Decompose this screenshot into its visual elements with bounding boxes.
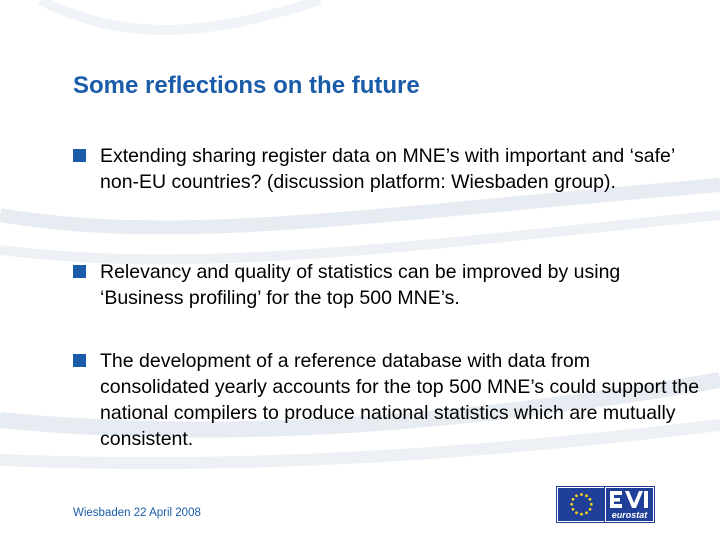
bullet-item xyxy=(73,259,700,311)
bullet-item xyxy=(73,143,700,195)
bullet-item xyxy=(73,348,700,452)
slide-title: Some reflections on the future xyxy=(73,72,420,99)
square-bullet-icon xyxy=(73,149,86,162)
square-bullet-icon xyxy=(73,265,86,278)
eurostat-mark-icon xyxy=(606,488,653,512)
footer-text: Wiesbaden 22 April 2008 xyxy=(73,507,201,519)
bullet-text: Extending sharing register data on MNE’s with important and ‘safe’ non-EU countries? (discussion platform: Wiesbaden group). xyxy=(100,145,675,193)
bullet-text: Relevancy and quality of statistics can be improved by using ‘Business profiling’ for the top 500 MNE’s. xyxy=(100,261,621,309)
eurostat-logo xyxy=(605,487,654,522)
eurostat-wordmark: eurostat xyxy=(611,510,648,520)
bullet-text: The development of a reference database with data from consolidated yearly accounts for the top 500 MNE’s could support the national compilers to produce national statistics which are mutually consistent. xyxy=(100,350,700,450)
square-bullet-icon xyxy=(73,354,86,367)
eu-flag-icon xyxy=(557,487,606,522)
